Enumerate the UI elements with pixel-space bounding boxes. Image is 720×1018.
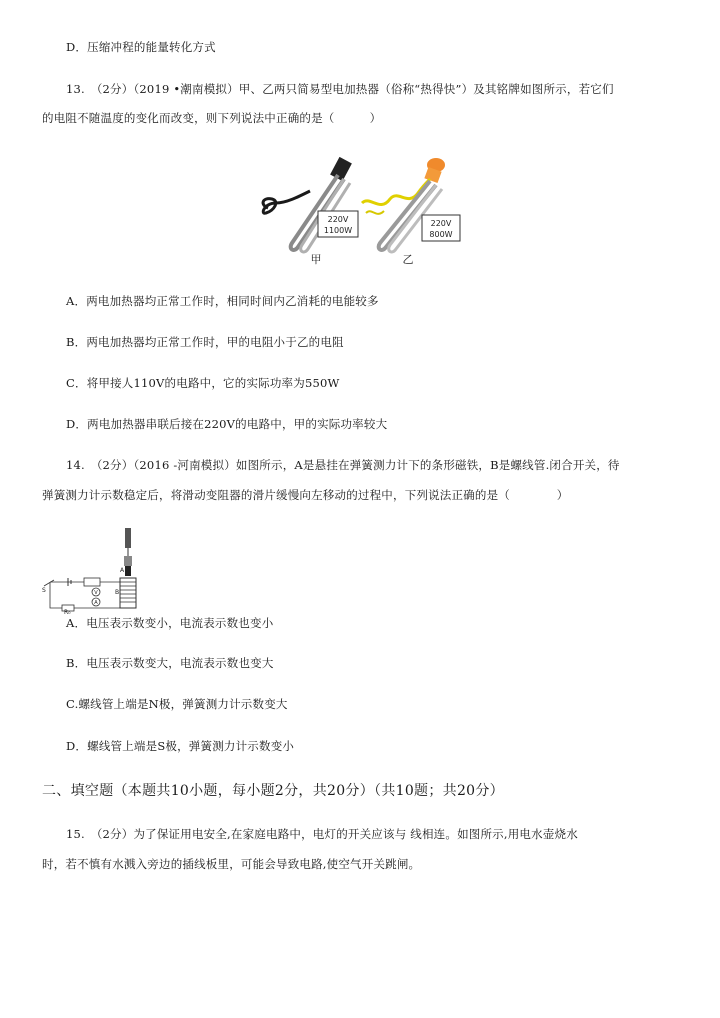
label-ammeter: A [94,600,98,606]
q13-stem-line2: 的电阻不随温度的变化而改变，则下列说法中正确的是（ ） [42,111,382,125]
label-r0: R₀ [64,609,71,614]
solenoid [115,578,136,608]
section-title: 二、填空题（本题共10小题，每小题2分，共20分）（共10题；共20分） [42,783,504,799]
q15-stem-line2: 时，若不慎有水溅入旁边的插线板里，可能会导致电路,使空气开关跳闸。 [42,857,421,871]
spring-scale [120,528,132,576]
q13-option-a: A．两电加热器均正常工作时，相同时间内乙消耗的电能较多 [66,294,379,308]
q13-option-c: C．将甲接人110V的电路中，它的实际功率为550W [66,376,340,390]
label-voltmeter: V [94,590,98,596]
rheostat [84,578,100,586]
rating-voltage-yi: 220V [430,219,452,228]
q14-stem-line2: 弹簧测力计示数稳定后，将滑动变阻器的滑片缓慢向左移动的过程中，下列说法正确的是（ ） [42,488,569,502]
q15-stem-line1: 15. （2分）为了保证用电安全,在家庭电路中，电灯的开关应该与 线相连。如图所示,用电水壶烧水 [66,827,578,841]
q14-option-b: B．电压表示数变大，电流表示数也变大 [66,656,274,670]
heater-illustration [258,153,468,267]
switch [44,580,54,586]
q13-heater-figure [258,153,468,267]
q14-circuit-figure [40,526,152,614]
rating-power-yi: 800W [429,230,453,239]
label-switch-s: S [42,587,46,594]
q13-option-b: B．两电加热器均正常工作时，甲的电阻小于乙的电阻 [66,335,344,349]
label-jia: 甲 [310,253,322,266]
q13-stem-line1: 13. （2分）（2019 •潮南模拟）甲、乙两只简易型电加热器（俗称“热得快”）及其铭牌如图所示，若它们 [66,82,614,96]
q14-option-c: C.螺线管上端是N极，弹簧测力计示数变大 [66,697,288,711]
bar-magnet [125,566,131,576]
label-magnet-a: A [120,567,125,574]
q12-option-d: D．压缩冲程的能量转化方式 [66,40,216,54]
heater-jia [263,157,358,266]
rating-voltage-jia: 220V [327,215,349,224]
heater-yi [362,158,460,266]
rating-power-jia: 1100W [323,226,353,235]
circuit-diagram [40,526,152,614]
label-yi: 乙 [402,253,414,266]
q14-option-d: D．螺线管上端是S极，弹簧测力计示数变小 [66,739,295,753]
label-solenoid-b: B [115,589,120,596]
q13-option-d: D．两电加热器串联后接在220V的电路中，甲的实际功率较大 [66,417,388,431]
q14-stem-line1: 14. （2分）（2016 -河南模拟）如图所示，A是悬挂在弹簧测力计下的条形磁铁，B是螺线管.闭合开关，待 [66,458,620,472]
q14-option-a: A．电压表示数变小，电流表示数也变小 [66,616,274,630]
